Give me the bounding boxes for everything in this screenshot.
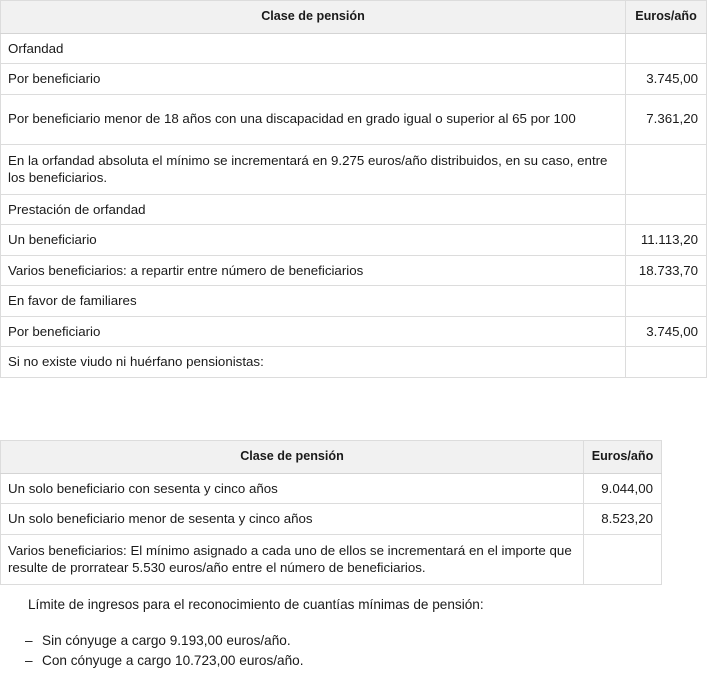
list-item-label: Con cónyuge a cargo 10.723,00 euros/año. [42, 653, 304, 669]
table-row [1, 194, 707, 225]
cell-amount: 7.361,20 [626, 94, 707, 144]
notes-heading: Límite de ingresos para el reconocimiento de cuantías mínimas de pensión: [28, 597, 484, 612]
cell-amount: 9.044,00 [584, 473, 662, 504]
column-header-euros-ano: Euros/año [584, 441, 662, 474]
cell-amount: 8.523,20 [584, 504, 662, 535]
table-row [1, 225, 707, 256]
table-row [1, 316, 707, 347]
table-two-body [1, 473, 662, 584]
table-one-header [1, 1, 707, 34]
cell-concept: En la orfandad absoluta el mínimo se incrementará en 9.275 euros/año distribuidos, en su caso, entre los beneficiarios. [1, 144, 626, 194]
list-item-label: Sin cónyuge a cargo 9.193,00 euros/año. [42, 632, 291, 648]
table-row [1, 347, 707, 378]
table-header-row [1, 1, 707, 34]
cell-concept: En favor de familiares [1, 286, 626, 317]
column-header-euros-ano: Euros/año [626, 1, 707, 34]
table-row [1, 94, 707, 144]
table-row [1, 144, 707, 194]
cell-amount [626, 347, 707, 378]
cell-concept: Por beneficiario [1, 316, 626, 347]
column-header-clase-de-pension: Clase de pensión [1, 1, 626, 34]
cell-concept: Por beneficiario menor de 18 años con una discapacidad en grado igual o superior al 65 por 100 [1, 94, 626, 144]
cell-amount: 11.113,20 [626, 225, 707, 256]
cell-concept: Orfandad [1, 33, 626, 64]
table-row [1, 255, 707, 286]
cell-concept: Varios beneficiarios: El mínimo asignado a cada uno de ellos se incrementará en el importe que resulte de prorratear 5.530 euros/año entre el número de beneficiarios. [1, 534, 584, 584]
notes-list [0, 631, 708, 672]
cell-concept: Prestación de orfandad [1, 194, 626, 225]
cell-amount [626, 144, 707, 194]
table-row [1, 286, 707, 317]
column-header-clase-de-pension: Clase de pensión [1, 441, 584, 474]
dash-bullet-icon: – [25, 632, 33, 648]
cell-amount [626, 286, 707, 317]
table-header-row [1, 441, 662, 474]
cell-amount: 3.745,00 [626, 316, 707, 347]
table-two-header [1, 441, 662, 474]
income-limit-notes [0, 596, 708, 672]
cell-concept: Varios beneficiarios: a repartir entre número de beneficiarios [1, 255, 626, 286]
table-row [1, 504, 662, 535]
table-row [1, 33, 707, 64]
table-row [1, 64, 707, 95]
pension-table-two [0, 440, 662, 585]
table-row [1, 473, 662, 504]
cell-concept: Un solo beneficiario con sesenta y cinco años [1, 473, 584, 504]
table-row [1, 534, 662, 584]
cell-concept: Si no existe viudo ni huérfano pensionistas: [1, 347, 626, 378]
cell-concept: Un solo beneficiario menor de sesenta y cinco años [1, 504, 584, 535]
cell-amount: 3.745,00 [626, 64, 707, 95]
pension-table-two-container [0, 440, 661, 585]
cell-amount [626, 194, 707, 225]
cell-concept: Por beneficiario [1, 64, 626, 95]
cell-amount: 18.733,70 [626, 255, 707, 286]
cell-amount [584, 534, 662, 584]
dash-bullet-icon: – [25, 653, 33, 669]
table-one-body [1, 33, 707, 377]
cell-amount [626, 33, 707, 64]
list-item [25, 631, 708, 652]
list-item [25, 651, 708, 672]
cell-concept: Un beneficiario [1, 225, 626, 256]
